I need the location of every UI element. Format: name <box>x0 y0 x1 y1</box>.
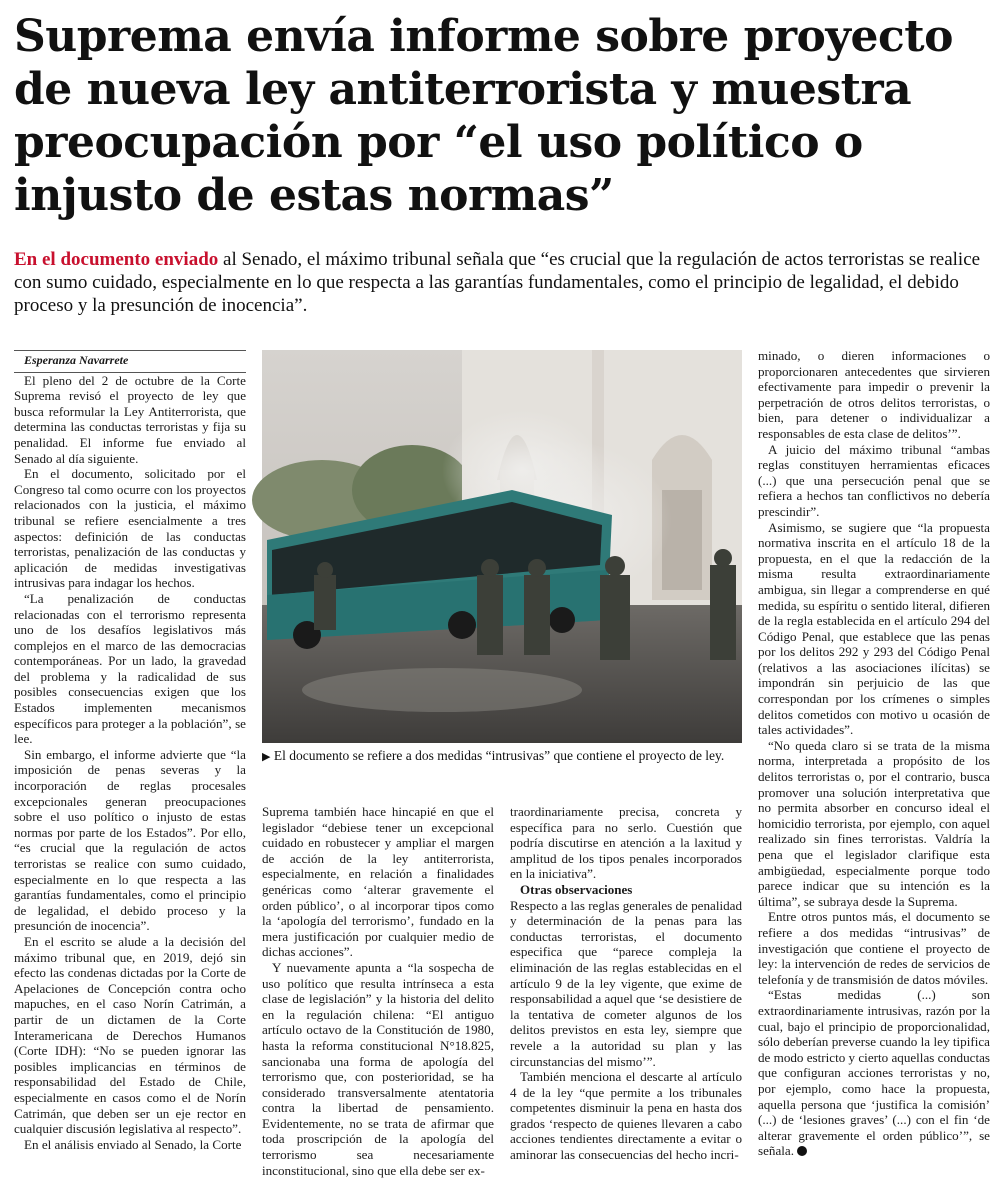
paragraph: traordinariamente precisa, concreta y específica para no serlo. Cuestión que podría discutirse en atención a la laxitud y amplitud de los tipos penales incorporados en la iniciativa”. <box>510 804 742 882</box>
paragraph: A juicio del máximo tribunal “ambas reglas constituyen herramientas eficaces (...) que una persecución penal que se refiera a hechos tan conflictivos no debería prescindir”. <box>758 441 990 519</box>
paragraph: Asimismo, se sugiere que “la propuesta normativa inscrita en el artículo 18 de la propuesta, en el que la redacción de la misma resulta extraordinariamente ambigua, sin llegar a comprenderse en qué medida, su espíritu o sentido literal, difieren de la regla establecida en el artículo 294 del Código Penal, que establece que las penas por los delitos 292 y 293 del Código Penal (relativos a las asociaciones ilícitas) se impondrán sin perjuicio de las que correspondan por los crímenes o simples delitos cometidos con motivo u ocasión de tales actividades”. <box>758 519 990 738</box>
caption-triangle-icon: ▶ <box>262 751 271 763</box>
paragraph: Y nuevamente apunta a “la sospecha de uso político que resulta intrínseca a esta clase de legislación” y la historia del delito en la regulación chilena: “El antiguo artículo octavo de la Constitución de 1980, hasta la reforma constitucional N°18.825, sancionaba una forma de apología del terrorismo que, con posterioridad, se ha considerado transversalmente atentatoria contra la libertad de pensamiento. Evidentemente, no se trata de afirmar que toda proscripción de la apología del terrorismo sea necesariamente inconstitucional, sino que ella debe ser ex- <box>262 959 494 1178</box>
photo-caption <box>262 748 742 765</box>
paragraph: En el documento, solicitado por el Congreso tal como ocurre con los proyectos relacionados con la justicia, el máximo tribunal se refiere esencialmente a tres aspectos: definición de las conductas terroristas, penalización de las conductas y aplicación de medidas investigativas intrusivas para indagar los hechos. <box>14 466 246 591</box>
column-2 <box>262 804 494 1178</box>
paragraph: minado, o dieren informaciones o proporcionaren antecedentes que sirvieren efectivamente para impedir o prevenir la perpetración de otros delitos terroristas, o bien, para detener o individualizar a responsables de esta clase de delitos’”. <box>758 348 990 441</box>
paragraph: “La penalización de conductas relacionadas con el terrorismo representa uno de los desafíos legislativos más complejos en el marco de las democracias contemporáneas. Por un lado, la gravedad del problema y la radicalidad de sus posibles consecuencias exigen que los Estados implementen mecanismos específicos para proteger a la población”, se lee. <box>14 590 246 747</box>
lead-text: al Senado, el máximo tribunal señala que “es crucial que la regulación de actos terroristas se realice con sumo cuidado, especialmente en lo que respecta a las garantías fundamentales, como el principio de legalidad, el debido proceso y la presunción de inocencia”. <box>14 249 981 316</box>
headline: Suprema envía informe sobre proyecto de nueva ley antiterrorista y muestra preocupación por “el uso político o injusto de estas normas” <box>14 11 953 221</box>
column-3 <box>510 804 742 1162</box>
paragraph <box>758 987 990 1159</box>
caption-text: El documento se refiere a dos medidas “intrusivas” que contiene el proyecto de ley. <box>273 748 725 763</box>
paragraph: Suprema también hace hincapié en que el legislador “debiese tener un excepcional cuidado en robustecer y ampliar el margen de acción de la ley antiterrorista, especialmente, en relación a finalidades genéricas como ‘alterar gravemente el orden público’, o al incorporar tipos como la ‘apología del terrorismo’, fundado en la mera justificación por cualquier medio de dichas acciones”. <box>262 804 494 960</box>
paragraph-text: “Estas medidas (...) son extraordinariamente intrusivas, razón por la cual, bajo el principio de proporcionalidad, sólo deberían preverse cuando la ley tipifica de modo estricto y cierto aquellas conductas que configuran acciones terroristas y no, por ejemplo, como hace la propuesta, aquella persona que ‘justifica la comisión’ (...) de ‘lesiones graves’ (...) con el fin ‘de alterar gravemente el orden público’”, se señala. <box>758 987 990 1159</box>
column-4 <box>758 348 990 1160</box>
paragraph: En el análisis enviado al Senado, la Corte <box>24 1136 242 1152</box>
photo-illustration <box>262 350 742 743</box>
paragraph: Respecto a las reglas generales de penalidad y determinación de la penas para las conductas terroristas, el documento especifica que “parece compleja la eliminación de las reglas establecidas en el artículo 9 de la ley vigente, que exime de responsabilidad a aquel que ‘se desistiere de la tentativa de cometer algunos de los delitos previstos en esta ley, siempre que revele a la autoridad su plan y las circunstancias del mismo’”. <box>510 897 742 1069</box>
paragraph: En el escrito se alude a la decisión del máximo tribunal que, en 2019, dejó sin efecto las condenas dictadas por la Corte de Apelaciones de Concepción contra ocho mapuches, en el caso Norín Catrimán, a partir de un dictamen de la Corte Interamericana de Derechos Humanos (Corte IDH): “No se pueden ignorar las posibles implicancias en términos de responsabilidad del Estado de Chile, especialmente en casos como el de Norín Catrimán, que deben ser un eje rector en cualquier discusión legislativa al respecto”. <box>14 933 246 1137</box>
news-photo <box>262 350 742 743</box>
column-1 <box>14 350 246 1162</box>
paragraph: Sin embargo, el informe advierte que “la imposición de penas severas y la incorporación de reglas procesales excepcionales generan preocupaciones sobre el uso político o injusto de estas normas por parte de los Estados”. Por ello, “es crucial que la regulación de actos terroristas se realice con sumo cuidado, especialmente en lo que respecta a las garantías fundamentales, como el principio de legalidad, el debido proceso y la presunción de inocencia”. <box>14 746 246 934</box>
lead-paragraph <box>14 248 984 317</box>
paragraph: “No queda claro si se trata de la misma norma, interpretada a propósito de los delitos terroristas o, por el contrario, busca promover una solución interpretativa que no permita absorber en concurso ideal el homicidio terrorista, por ejemplo, con aquel realizado sin fines terroristas. Valdría la pena que el legislador clarifique esta ambigüedad, especialmente porque todo parece indicar que su intención es la última”, se subraya desde la Suprema. <box>758 737 990 909</box>
paragraph: Entre otros puntos más, el documento se refiere a dos medidas “intrusivas” de investigación que contiene el proyecto de ley: la intervención de redes de servicios de telefonía y de transmisión de datos móviles. <box>758 909 990 987</box>
byline: Esperanza Navarrete <box>14 350 246 373</box>
end-mark-icon <box>797 1146 807 1156</box>
paragraph: También menciona el descarte al artículo 4 de la ley “que permite a los tribunales competentes disminuir la pena en hasta dos grados ‘respecto de quienes llevaren a cabo acciones tendientes directamente a evitar o aminorar las consecuencias del hecho incri- <box>510 1069 742 1163</box>
paragraph: El pleno del 2 de octubre de la Corte Suprema revisó el proyecto de ley que busca reformular la Ley Antiterrorista, que determina las conductas terroristas y fija su penalidad. El informe fue enviado al Senado al día siguiente. <box>14 372 246 466</box>
lead-kicker: En el documento enviado <box>14 249 219 270</box>
subheading: Otras observaciones <box>520 881 633 897</box>
